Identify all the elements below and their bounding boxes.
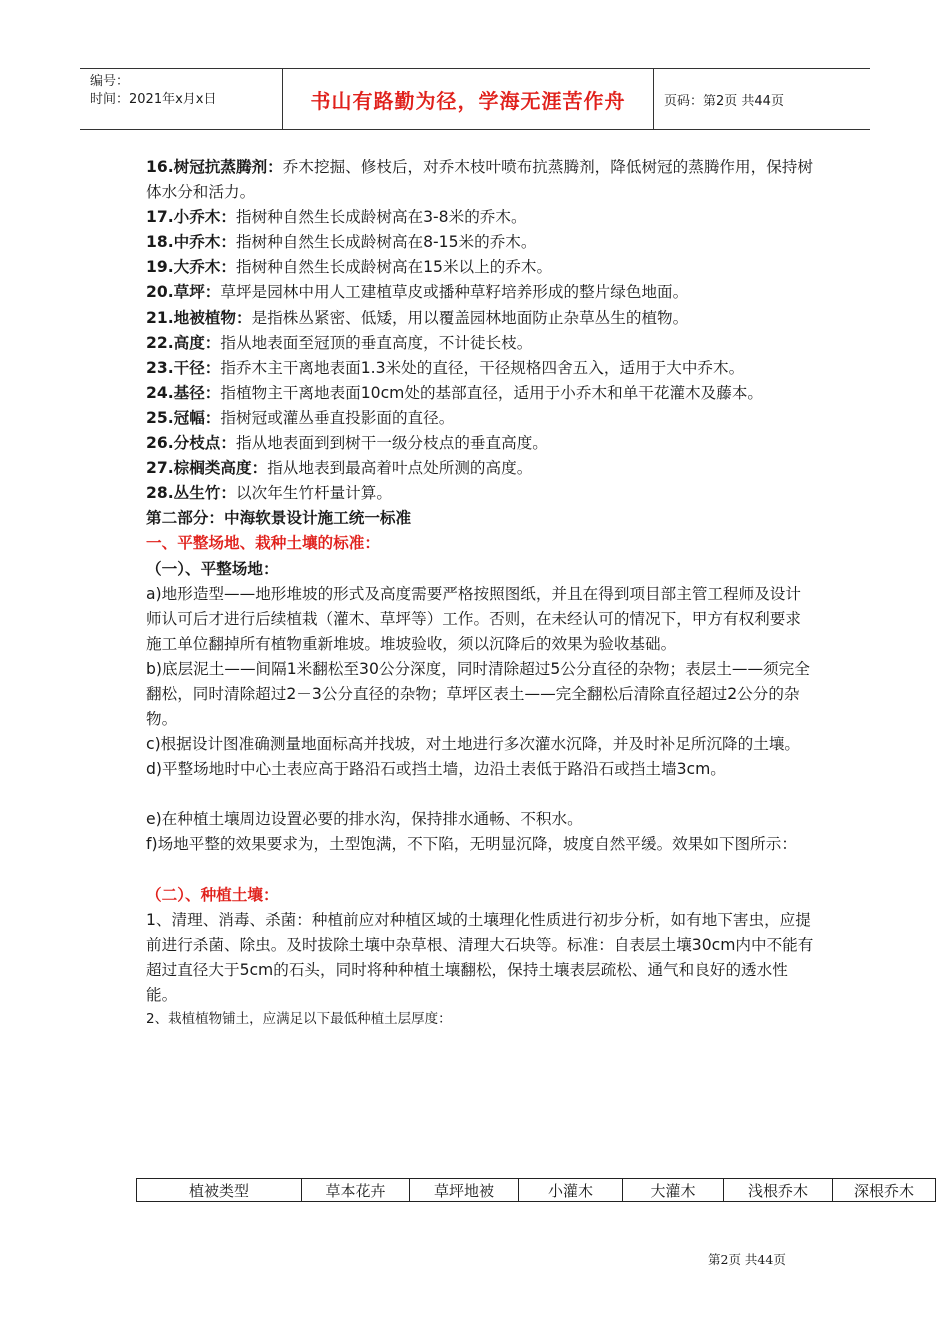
definition-text: 指从地表到最高着叶点处所测的高度。 [267, 459, 533, 478]
definition-term: 16.树冠抗蒸腾剂： [146, 158, 283, 176]
table-header-cell: 大灌木 [623, 1179, 724, 1202]
header-slogan: 书山有路勤为径，学海无涯苦作舟 [282, 69, 654, 129]
page-header [80, 68, 870, 130]
definition-item [146, 306, 816, 331]
definition-item [146, 280, 816, 305]
table-header-row [137, 1179, 936, 1202]
header-number: 编号： [90, 74, 130, 89]
page-footer: 第2页 共44页 [708, 1252, 786, 1267]
definition-term: 27.棕榈类高度： [146, 459, 268, 478]
table-header-cell: 小灌木 [519, 1179, 623, 1202]
definition-item [146, 205, 816, 230]
definition-text: 指植物主干离地表面10cm处的基部直径，适用于小乔木和单干花灌木及藤本。 [220, 383, 764, 402]
header-info [80, 69, 282, 129]
table-header-cell: 草坪地被 [410, 1179, 519, 1202]
definition-term: 22.高度： [146, 333, 221, 352]
definition-item [146, 155, 816, 205]
definition-item [146, 406, 816, 431]
definition-item [146, 356, 816, 381]
definition-term: 18.中乔木： [146, 233, 236, 252]
definition-item [146, 456, 816, 481]
header-page-number: 页码：第2页 共44页 [664, 93, 784, 109]
definition-term: 19.大乔木： [146, 258, 236, 277]
definition-text: 草坪是园林中用人工建植草皮或播种草籽培养形成的整片绿色地面。 [220, 283, 689, 302]
definition-term: 21.地被植物： [146, 308, 252, 327]
definition-text: 指从地表面到到树干一级分枝点的垂直高度。 [236, 434, 548, 453]
part-two-title: 第二部分：中海软景设计施工统一标准 [146, 509, 412, 528]
definition-term: 23.干径： [146, 358, 221, 377]
definition-term: 25.冠幅： [146, 408, 221, 427]
definition-term: 20.草坪： [146, 283, 221, 302]
paragraph-e: e)在种植土壤周边设置必要的排水沟，保持排水通畅、不积水。 [146, 810, 583, 829]
soil-thickness-table [136, 1178, 936, 1202]
definition-text: 指从地表面至冠顶的垂直高度，不计徒长枝。 [220, 333, 533, 352]
definition-text: 指树冠或灌丛垂直投影面的直径。 [220, 408, 455, 427]
definition-item [146, 431, 816, 456]
header-date: 时间：2021年x月x日 [90, 92, 217, 107]
definition-text: 指树种自然生长成龄树高在8-15米的乔木。 [236, 233, 537, 252]
table-header-cell: 草本花卉 [302, 1179, 410, 1202]
definition-text: 指树种自然生长成龄树高在3-8米的乔木。 [236, 208, 527, 227]
paragraph-soil-thickness: 2、栽植植物铺土，应满足以下最低种植土层厚度： [146, 1011, 452, 1027]
spacer [146, 782, 816, 807]
table-header-cell: 植被类型 [137, 1179, 302, 1202]
table-header-cell: 浅根乔木 [724, 1179, 833, 1202]
spacer [146, 858, 816, 883]
paragraph-f: f)场地平整的效果要求为，土型饱满，不下陷，无明显沉降，坡度自然平缓。效果如下图所示： [146, 835, 797, 854]
definition-term: 24.基径： [146, 383, 221, 402]
paragraph-c: c)根据设计图准确测量地面标高并找坡，对土地进行多次灌水沉降，并及时补足所沉降的土壤。 [146, 735, 801, 754]
definition-list [146, 155, 816, 506]
definition-item [146, 331, 816, 356]
section-one-title: 一、平整场地、栽种土壤的标准： [146, 534, 380, 553]
definition-term: 26.分枝点： [146, 434, 236, 453]
definition-text: 指树种自然生长成龄树高在15米以上的乔木。 [236, 258, 553, 277]
definition-term: 28.丛生竹： [146, 484, 236, 503]
definition-term: 17.小乔木： [146, 208, 236, 227]
definition-item [146, 481, 816, 506]
definition-item [146, 255, 816, 280]
definition-text: 是指株丛紧密、低矮，用以覆盖园林地面防止杂草丛生的植物。 [251, 308, 689, 327]
paragraph-d: d)平整场地时中心土表应高于路沿石或挡土墙，边沿土表低于路沿石或挡土墙3cm。 [146, 760, 726, 779]
paragraph-a: a)地形造型——地形堆坡的形式及高度需要严格按照图纸，并且在得到项目部主管工程师及设计师认可后才进行后续植栽（灌木、草坪等）工作。否则，在未经认可的情况下，甲方有权利要求施工单位翻掉所有植物重新堆坡。堆坡验收，须以沉降后的效果为验收基础。 [146, 584, 801, 653]
definition-item [146, 230, 816, 255]
definition-text: 指乔木主干离地表面1.3米处的直径，干径规格四舍五入，适用于大中乔木。 [220, 358, 745, 377]
definition-item [146, 381, 816, 406]
definition-text: 以次年生竹杆量计算。 [236, 484, 392, 503]
document-body [146, 155, 816, 1030]
table-header-cell: 深根乔木 [833, 1179, 936, 1202]
subsection-two-title: （二）、种植土壤： [146, 885, 279, 904]
subsection-one-title: （一）、平整场地： [146, 559, 279, 578]
definition-text: 乔木挖掘、修枝后，对乔木枝叶喷布抗蒸腾剂，降低树冠的蒸腾作用，保持树体水分和活力。 [146, 158, 813, 202]
paragraph-b: b)底层泥土——间隔1米翻松至30公分深度，同时清除超过5公分直径的杂物；表层土——须完全翻松，同时清除超过2－3公分直径的杂物；草坪区表土——完全翻松后清除直径超过2公分的杂物。 [146, 659, 810, 729]
paragraph-soil-cleaning: 1、清理、消毒、杀菌：种植前应对种植区域的土壤理化性质进行初步分析，如有地下害虫，应提前进行杀菌、除虫。及时拔除土壤中杂草根、清理大石块等。标准：自表层土壤30cm内中不能有超过直径大于5cm的石头，同时将种种植土壤翻松，保持土壤表层疏松、通气和良好的透水性能。 [146, 910, 814, 1004]
